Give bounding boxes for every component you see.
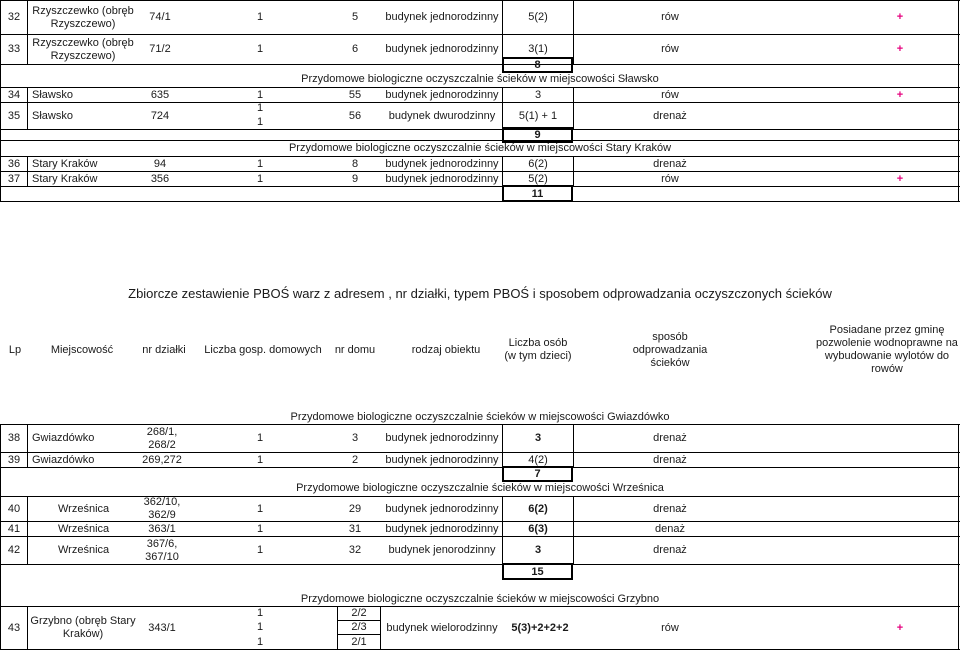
domu-cell: 56 [348, 109, 362, 122]
domu-cell: 31 [348, 522, 362, 535]
lp-cell: 36 [7, 157, 21, 170]
obiekt-cell: budynek jednorodzinny [385, 157, 499, 170]
header-dzialka: nr działki [142, 343, 186, 356]
obiekt-cell: budynek dwurodzinny [388, 109, 496, 122]
header-osob: Liczba osób (w tym dzieci) [504, 337, 572, 362]
dzialka-cell: 367/6, 367/10 [145, 537, 179, 563]
sposob-cell: rów [661, 43, 679, 55]
domu-cell: 2 [351, 453, 359, 466]
obiekt-cell: budynek jednorodzinny [385, 502, 499, 515]
gosp-cell: 1 [256, 522, 264, 535]
dzialka-cell: 71/2 [149, 43, 171, 55]
total-box: 9 [502, 127, 573, 143]
obiekt-cell: budynek jednorodzinny [385, 172, 499, 185]
sposob-cell: rów [661, 621, 679, 634]
gosp-cell: 1 [256, 502, 264, 515]
lp-cell: 43 [7, 621, 21, 634]
sposob-cell: drenaż [653, 453, 687, 466]
gosp-cell: 1 [256, 43, 264, 55]
osob-cell: 6(2) [528, 502, 548, 515]
miejscowosc-cell: Stary Kraków [32, 172, 98, 185]
miejscowosc-cell: Rzyszczewko (obręb Rzyszczewo) [32, 4, 134, 30]
dzialka-cell: 269,272 [142, 453, 182, 466]
section-title: Przydomowe biologiczne oczyszczalnie ścieków w miejscowości Gwiazdówko [290, 410, 670, 423]
osob-cell: 3 [534, 432, 542, 444]
header-gosp: Liczba gosp. domowych [204, 343, 322, 356]
domu-cell: 2/2 [351, 607, 367, 619]
miejscowosc-cell: Wrześnica [58, 522, 110, 535]
osob-cell: 5(2) [528, 172, 548, 185]
posiadane-cell: + [896, 88, 904, 101]
total-box: 8 [502, 57, 573, 73]
gosp-cell: 1 [256, 607, 264, 619]
domu-cell: 3 [351, 432, 359, 444]
lp-cell: 37 [7, 172, 21, 185]
lp-cell: 35 [7, 109, 21, 122]
osob-cell: 5(3)+2+2+2 [511, 621, 569, 634]
osob-cell: 5(1) + 1 [518, 109, 558, 122]
header-posiadane: Posiadane przez gminę pozwolenie wodnoprawne na wybudowanie wylotów do rowów [816, 324, 958, 375]
domu-cell: 29 [348, 502, 362, 515]
gosp-cell: 1 [256, 432, 264, 444]
dzialka-cell: 635 [150, 88, 170, 101]
header-domu: nr domu [334, 343, 376, 356]
miejscowosc-cell: Gwiazdówko [32, 453, 95, 466]
domu-cell: 6 [351, 43, 359, 55]
posiadane-cell: + [896, 11, 904, 23]
obiekt-cell: budynek jednorodzinny [385, 453, 499, 466]
obiekt-cell: budynek wielorodzinny [386, 621, 498, 634]
sposob-cell: drenaż [653, 157, 687, 170]
miejscowosc-cell: Gwiazdówko [32, 432, 95, 444]
section-title: Przydomowe biologiczne oczyszczalnie ścieków w miejscowości Stary Kraków [288, 142, 672, 154]
domu-cell: 55 [348, 88, 362, 101]
domu-cell: 32 [348, 544, 362, 556]
osob-cell: 3 [534, 88, 542, 101]
sposob-cell: rów [661, 11, 679, 23]
posiadane-cell: + [896, 43, 904, 55]
miejscowosc-cell: Sławsko [32, 88, 73, 101]
section-title: Przydomowe biologiczne oczyszczalnie ścieków w miejscowości Sławsko [301, 73, 659, 85]
osob-cell: 6(2) [528, 157, 548, 170]
sposob-cell: drenaż [653, 502, 687, 515]
obiekt-cell: budynek jenorodzinny [388, 544, 496, 556]
lp-cell: 32 [7, 11, 21, 23]
lp-cell: 41 [7, 522, 21, 535]
miejscowosc-cell: Grzybno (obręb Stary Kraków) [30, 615, 136, 640]
gosp-cell: 1 [256, 88, 264, 101]
gosp-cell: 1 [256, 116, 264, 128]
domu-cell: 9 [351, 172, 359, 185]
dzialka-cell: 356 [150, 172, 170, 185]
dzialka-cell: 74/1 [149, 11, 171, 23]
dzialka-cell: 362/10, 362/9 [143, 496, 181, 521]
header-lp: Lp [8, 343, 22, 356]
total-box: 7 [502, 466, 573, 482]
gosp-cell: 1 [256, 172, 264, 185]
dzialka-cell: 724 [150, 109, 170, 122]
miejscowosc-cell: Wrześnica [58, 544, 110, 556]
header-miejscowosc: Miejscowość [50, 343, 114, 356]
posiadane-cell: + [896, 621, 904, 634]
gosp-cell: 1 [256, 453, 264, 466]
obiekt-cell: budynek jednorodzinny [385, 88, 499, 101]
lp-cell: 42 [7, 544, 21, 556]
domu-cell: 8 [351, 157, 359, 170]
summary-title: Zbiorcze zestawienie PBOŚ warz z adresem , nr działki, typem PBOŚ i sposobem odprowadzania oczyszczonych ścieków [128, 285, 832, 301]
lp-cell: 33 [7, 43, 21, 55]
lp-cell: 34 [7, 88, 21, 101]
obiekt-cell: budynek jednorodzinny [385, 432, 499, 444]
miejscowosc-cell: Rzyszczewko (obręb Rzyszczewo) [32, 36, 134, 62]
sposob-cell: drenaż [653, 544, 687, 556]
obiekt-cell: budynek jednorodzinny [385, 11, 499, 23]
lp-cell: 40 [7, 502, 21, 515]
gosp-cell: 1 [256, 544, 264, 556]
sposob-cell: rów [661, 172, 679, 185]
dzialka-cell: 268/1, 268/2 [146, 425, 178, 451]
dzialka-cell: 343/1 [148, 621, 176, 634]
domu-cell: 2/1 [351, 635, 367, 648]
domu-cell: 2/3 [351, 621, 367, 633]
gosp-cell: 1 [256, 102, 264, 114]
obiekt-cell: budynek jednorodzinny [385, 43, 499, 55]
miejscowosc-cell: Stary Kraków [32, 157, 98, 170]
total-box: 15 [502, 563, 573, 580]
header-sposob: sposób odprowadzania ścieków [632, 330, 708, 369]
miejscowosc-cell: Sławsko [32, 109, 73, 122]
osob-cell: 3 [534, 544, 542, 556]
section-title: Przydomowe biologiczne oczyszczalnie ścieków w miejscowości Wrześnica [296, 482, 664, 494]
sposob-cell: drenaż [653, 109, 687, 122]
sposob-cell: denaż [655, 522, 685, 535]
posiadane-cell: + [896, 172, 904, 185]
domu-cell: 5 [351, 11, 359, 23]
miejscowosc-cell: Wrześnica [58, 502, 110, 515]
osob-cell: 6(3) [528, 522, 548, 535]
sposob-cell: drenaż [653, 432, 687, 444]
osob-cell: 5(2) [528, 11, 548, 23]
total-box: 11 [502, 185, 573, 202]
gosp-cell: 1 [256, 635, 264, 648]
gosp-cell: 1 [256, 621, 264, 633]
dzialka-cell: 363/1 [148, 522, 176, 535]
osob-cell: 4(2) [528, 453, 548, 466]
gosp-cell: 1 [256, 11, 264, 23]
obiekt-cell: budynek jednorodzinny [385, 522, 499, 535]
section-title: Przydomowe biologiczne oczyszczalnie ścieków w miejscowości Grzybno [300, 592, 660, 605]
sposob-cell: rów [661, 88, 679, 101]
lp-cell: 39 [7, 453, 21, 466]
gosp-cell: 1 [256, 157, 264, 170]
osob-cell: 3(1) [528, 43, 548, 55]
header-obiekt: rodzaj obiektu [411, 343, 481, 356]
lp-cell: 38 [7, 432, 21, 444]
dzialka-cell: 94 [153, 157, 167, 170]
